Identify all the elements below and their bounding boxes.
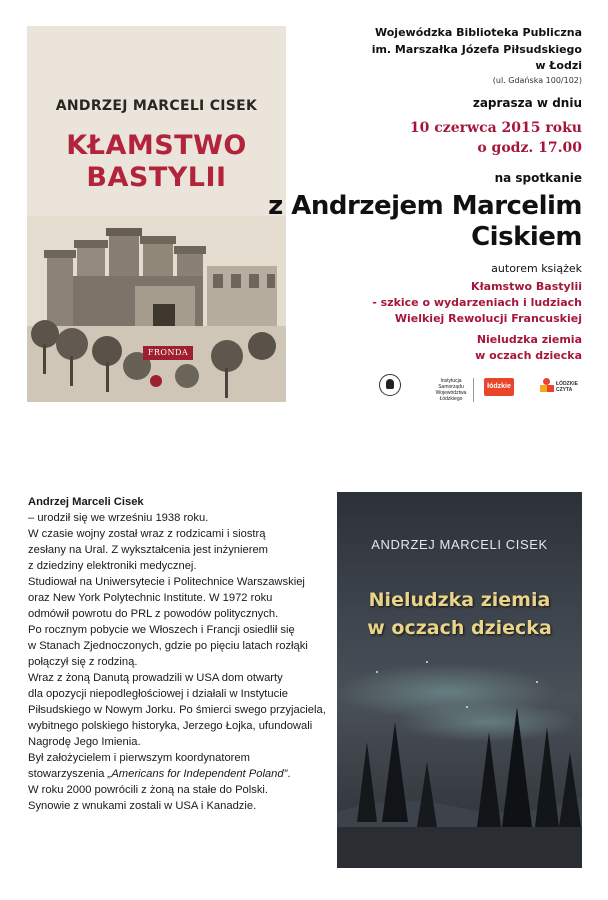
book2-title-line2: w oczach dziecka — [475, 349, 582, 362]
invite-text: zaprasza w dniu — [472, 96, 582, 110]
bio-line: Piłsudskiego w Nowym Jorku. Po śmierci swego przyjaciela, — [28, 704, 326, 716]
library-logo — [378, 374, 402, 408]
library-name-line2: im. Marszałka Józefa Piłsudskiego — [371, 43, 582, 56]
czyta-line2: CZYTA — [556, 387, 573, 393]
publisher-logo: FRONDA — [143, 346, 193, 360]
bio-line: Po rocznym pobycie we Włoszech i Francji osiedlił się — [28, 624, 295, 636]
lodzkie-czyta-logo — [538, 376, 578, 400]
bio-line: Wraz z żoną Danutą prowadzili w USA dom otwarty — [28, 672, 283, 684]
bastille-engraving-illustration — [27, 216, 286, 402]
library-name-line3: w Łodzi — [535, 59, 582, 72]
book2-title-line1: Nieludzka ziemia — [476, 333, 582, 346]
library-address: (ul. Gdańska 100/102) — [492, 76, 582, 85]
bio-line: wybitnego polskiego historyka, Jerzego Łojka, ufundowali — [28, 720, 313, 732]
bio-line: – urodził się we wrześniu 1938 roku. — [28, 512, 209, 524]
institution-logo — [426, 378, 476, 402]
book1-subtitle-line2: Wielkiej Rewolucji Francuskiej — [394, 312, 582, 325]
author-of-text: autorem książek — [491, 262, 582, 275]
bio-org-line — [28, 766, 328, 782]
book1-title: Kłamstwo Bastylii — [471, 280, 582, 293]
book-cover-klamstwo-bastylii — [27, 26, 286, 402]
bio-line: połączył się z rodziną. — [28, 656, 138, 668]
cover1-title-line1: KŁAMSTWO — [66, 130, 247, 161]
czyta-emblem-icon — [540, 378, 554, 392]
bio-author-name: Andrzej Marceli Cisek — [28, 496, 144, 508]
czyta-line1: ŁÓDZKIE — [556, 381, 578, 387]
book-cover-nieludzka-ziemia — [337, 492, 582, 868]
bio-org-suffix: . — [287, 768, 291, 780]
institution-line2: Samorządu — [438, 384, 464, 390]
cover2-title-line2: w oczach dziecka — [367, 617, 552, 639]
cover2-author: ANDRZEJ MARCELI CISEK — [371, 537, 548, 552]
bio-org-prefix: stowarzyszenia — [28, 768, 108, 780]
meeting-text: na spotkanie — [494, 171, 582, 185]
bio-line: w Stanach Zjednoczonych, gdzie po pięciu latach rozłąki — [28, 640, 308, 652]
bio-line: dla opozycji niepodległościowej i działali w Instytucie — [28, 688, 288, 700]
library-emblem-icon — [379, 374, 401, 396]
bio-line: zesłany na Ural. Z wykształcenia jest inżynierem — [28, 544, 268, 556]
cover1-title-line2: BASTYLII — [86, 162, 227, 193]
bio-line: W roku 2000 powrócili z żoną na stałe do Polski. — [28, 784, 269, 796]
bio-line: odmówił powrotu do PRL z powodów politycznych. — [28, 608, 279, 620]
cover1-author: ANDRZEJ MARCELI CISEK — [55, 98, 258, 114]
library-name-line1: Wojewódzka Biblioteka Publiczna — [375, 26, 582, 39]
institution-line1: Instytucja — [440, 378, 462, 384]
book1-subtitle-line1: - szkice o wydarzeniach i ludziach — [372, 296, 582, 309]
logo-divider — [473, 378, 474, 402]
guest-name-line2: Ciskiem — [471, 222, 582, 252]
bio-line: Studiował na Uniwersytecie i Politechnice Warszawskiej — [28, 576, 305, 588]
lodzkie-logo: łódzkie — [484, 378, 514, 396]
bio-line: Był założycielem i pierwszym koordynatorem — [28, 752, 250, 764]
author-biography — [28, 494, 328, 814]
event-time: o godz. 17.00 — [477, 140, 582, 156]
bio-org-name: „Americans for Independent Poland” — [107, 768, 288, 780]
bio-line: W czasie wojny został wraz z rodzicami i siostrą — [28, 528, 266, 540]
bio-line: Synowie z wnukami zostali w USA i Kanadzie. — [28, 800, 257, 812]
cover2-title-line1: Nieludzka ziemia — [368, 589, 551, 611]
bio-line: z dziedziny elektroniki medycznej. — [28, 560, 197, 572]
institution-line3: Województwa Łódzkiego — [435, 390, 467, 402]
bio-line: oraz New York Polytechnic Institute. W 1972 roku — [28, 592, 273, 604]
bio-line: Nagrodę Jego Imienia. — [28, 736, 141, 748]
guest-name-line1: z Andrzejem Marcelim — [268, 191, 582, 221]
event-date: 10 czerwca 2015 roku — [409, 120, 582, 136]
